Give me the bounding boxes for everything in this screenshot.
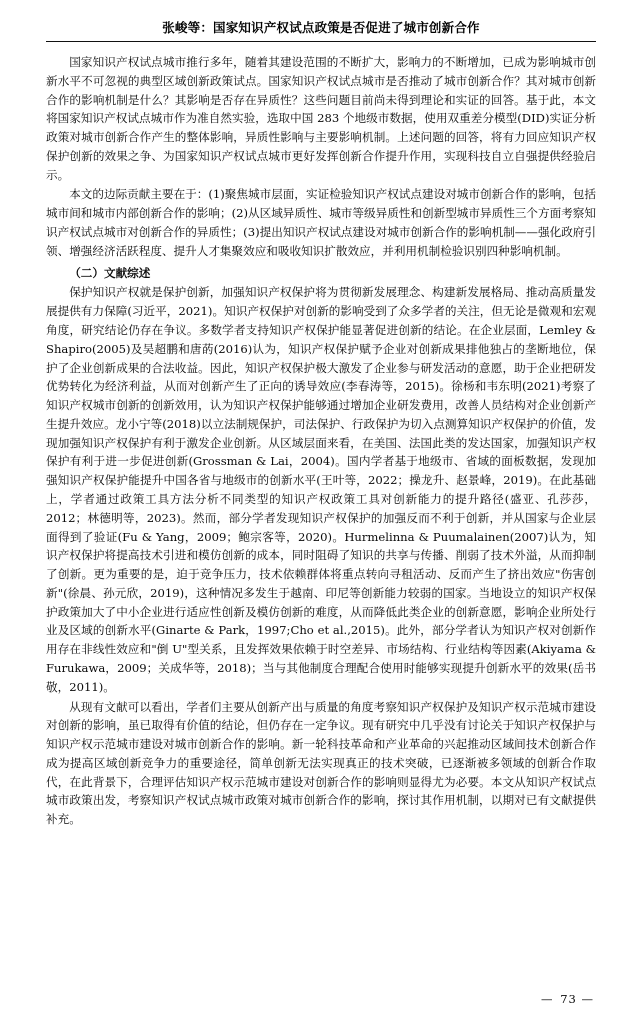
article-body (46, 53, 596, 829)
section-heading: （二）文献综述 (69, 265, 151, 280)
page-number: 73 (560, 992, 577, 1006)
footer-dash-left: — (541, 992, 556, 1006)
page-footer (541, 992, 596, 1006)
header-rule (46, 41, 596, 42)
running-head: 张峻等：国家知识产权试点政策是否促进了城市创新合作 (162, 20, 480, 35)
footer-dash-right: — (581, 992, 596, 1006)
paragraph: 本文的边际贡献主要在于：(1)聚焦城市层面，实证检验知识产权试点建设对城市创新合作的影响，包括城市间和城市内部创新合作的影响；(2)从区域异质性、城市等级异质性和创新型城市异质性三个方面考察知识产权试点城市对创新合作的异质性；(3)提出知识产权试点建设对城市创新合作的影响机制——强化政府引领、增强经济活跃程度、提升人才集聚效应和吸收知识扩散效应，并利用机制检验识别四种影响机制。 (46, 187, 596, 258)
paragraph: 国家知识产权试点城市推行多年，随着其建设范围的不断扩大，影响力的不断增加，已成为影响城市创新水平不可忽视的典型区域创新政策试点。国家知识产权试点城市是否推动了城市创新合作？其对城市创新合作的影响机制是什么？其影响是否存在异质性？这些问题目前尚未得到理论和实证的回答。基于此，本文将国家知识产权试点城市作为准自然实验，选取中国 283 个地级市数据，使用双重差分模型(DID)实证分析政策对城市创新合作产生的整体影响，异质性影响与主要影响机制。上述问题的回答，将有力回应知识产权保护创新的效果之争、为国家知识产权试点城市更好发挥创新合作提升作用，实现科技自立自强提供经验启示。 (46, 55, 596, 182)
paragraph: 保护知识产权就是保护创新，加强知识产权保护将为贯彻新发展理念、构建新发展格局、推动高质量发展提供有力保障(习近平，2021)。知识产权保护对创新的影响受到了众多学者的关注，但无论是微观和宏观角度，研究结论仍存在争议。多数学者支持知识产权保护能显著促进创新的结论。在企业层面，Lemley & Shapiro(2005)及吴超鹏和唐菂(2016)认为，知识产权保护赋予企业对创新成果排他独占的垄断地位，保护了企业创新成果的合法收益。因此，知识产权保护极大激发了企业参与研发活动的意愿，助于企业把研发优势转化为经济利益，从而对创新产生了正向的诱导效应(李春涛等，2015)。徐杨和韦东明(2021)考察了知识产权城市创新的创新效用，认为知识产权保护能够通过增加企业研发费用，改善人员结构对企业创新产生提升效应。龙小宁等(2018)以立法制规保护，司法保护、行政保护为切入点测算知识产权保护的价值，发现加强知识产权保护有利于激发企业创新。从区域层面来看，在美国、法国此类的发达国家，加强知识产权保护有利于进一步促进创新(Grossman & Lai，2004)。国内学者基于地级市、省域的面板数据，发现加强知识产权保护能提升中国各省与地级市的创新水平(王叶等，2022；操龙升、赵景峰，2019)。在此基础上，学者通过政策工具方法分析不同类型的知识产权政策工具对创新能力的提升路径(盛亚、孔莎莎，2012；林德明等，2023)。然而，部分学者发现知识产权保护的加强反而不利于创新，并从国家与企业层面得到了验证(Fu & Yang，2009；鲍宗客等，2020)。Hurmelinna & Puumalainen(2007)认为，知识产权保护将提高技术引进和模仿创新的成本，同时阻碍了知识的共享与传播、削弱了技术外溢，从而抑制了创新。更为重要的是，迫于竞争压力，技术依赖群体将重点转向寻租活动、反而产生了挤出效应"伤害创新"(徐晨、孙元欣，2019)，这种情况多发生于越南、印尼等创新能力较弱的国家。当地设立的知识产权保护政策加大了中小企业进行适应性创新及模仿创新的难度，从而降低此类企业的创新意愿，影响企业所处行业及区域的创新水平(Ginarte & Park，1997;Cho et al.,2015)。此外，部分学者认为知识产权对创新作用存在非线性效应和"倒 U"型关系，且发挥效果依赖于时空差异、市场结构、行业结构等因素(Akiyama & Furukawa，2009；关成华等，2018)；当与其他制度合理配合使用时能够实现提升创新水平的效果(岳书敬，2011)。 (46, 285, 596, 694)
paragraph: 从现有文献可以看出，学者们主要从创新产出与质量的角度考察知识产权保护及知识产权示范城市建设对创新的影响，虽已取得有价值的结论，但仍存在一定争议。现有研究中几乎没有讨论关于知识产权保护与知识产权示范城市建设对城市创新合作的影响。新一轮科技革命和产业革命的兴起推动区域间技术创新合作成为提高区域创新竞争力的重要途径，简单创新无法实现真正的技术突破，已逐渐被多领域的创新合作取代，在此背景下，合理评估知识产权示范城市建设对创新合作的影响则显得尤为必要。本文从知识产权试点城市政策出发，考察知识产权试点城市政策对城市创新合作的影响，探讨其作用机制，以期对已有文献提供补充。 (46, 699, 596, 827)
